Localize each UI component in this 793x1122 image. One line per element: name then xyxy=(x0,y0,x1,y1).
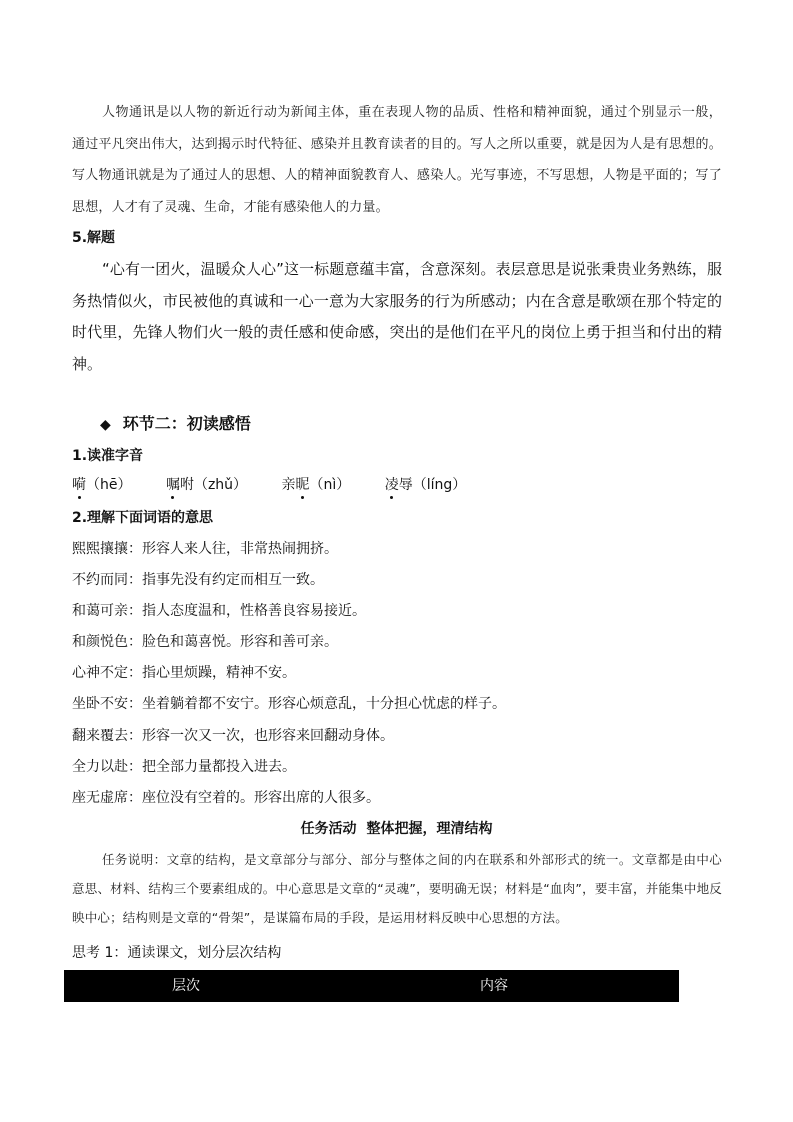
part2-heading-text: 环节二：初读感悟 xyxy=(122,414,251,433)
pronunciation-item: 亲昵（nì） xyxy=(281,477,351,493)
part2-heading xyxy=(100,413,750,436)
pronunciation-item: 嗬（hē） xyxy=(72,477,132,493)
vocabulary-item: 坐卧不安：坐着躺着都不安宁。形容心烦意乱，十分担心忧虑的样子。 xyxy=(72,696,506,712)
vocabulary-item: 翻来覆去：形容一次又一次，也形容来回翻动身体。 xyxy=(72,728,394,744)
vocabulary-item: 熙熙攘攘：形容人来人往，非常热闹拥挤。 xyxy=(72,541,338,557)
pronunciation-heading: 1.读准字音 xyxy=(72,448,144,464)
section-5-heading: 5.解题 xyxy=(72,230,116,246)
section-5-paragraph: “心有一团火，温暖众人心”这一标题意蕴丰富，含意深刻。表层意思是说张秉贵业务熟练，服务热情似火，市民被他的真诚和一心一意为大家服务的行为所感动；内在含意是歌颂在那个特定的时代里，先锋人物们火一般的责任感和使命感，突出的是他们在平凡的岗位上勇于担当和付出的精神。 xyxy=(72,260,722,373)
pronunciation-item: 嘱咐（zhǔ） xyxy=(165,477,248,493)
vocabulary-item: 和蔼可亲：指人态度温和，性格善良容易接近。 xyxy=(72,603,366,619)
vocabulary-item: 心神不定：指心里烦躁，精神不安。 xyxy=(72,665,296,681)
pronunciation-list xyxy=(72,475,722,495)
table-header-level: 层次 xyxy=(172,978,200,994)
task-title: 任务活动 整体把握，理清结构 xyxy=(300,821,493,837)
pronunciation-item: 凌辱（líng） xyxy=(384,477,467,493)
task-explanation: 任务说明：文章的结构，是文章部分与部分、部分与整体之间的内在联系和外部形式的统一。文章都是由中心意思、材料、结构三个要素组成的。中心意思是文章的“灵魂”，要明确无误；材料是“血肉”，要丰富，并能集中地反映中心；结构则是文章的“骨架”，是谋篇布局的手段，是运用材料反映中心思想的方法。 xyxy=(72,852,722,925)
structure-table-header xyxy=(64,970,679,1002)
diamond-bullet-icon: ◆ xyxy=(100,417,111,433)
table-header-content: 内容 xyxy=(480,978,508,994)
vocabulary-item: 座无虚席：座位没有空着的。形容出席的人很多。 xyxy=(72,790,380,806)
vocabulary-item: 全力以赴：把全部力量都投入进去。 xyxy=(72,759,296,775)
think-1-prompt: 思考 1：通读课文，划分层次结构 xyxy=(72,945,282,961)
vocabulary-item: 不约而同：指事先没有约定而相互一致。 xyxy=(72,572,324,588)
vocabulary-heading: 2.理解下面词语的意思 xyxy=(72,510,214,526)
intro-paragraph: 人物通讯是以人物的新近行动为新闻主体，重在表现人物的品质、性格和精神面貌，通过个别显示一般，通过平凡突出伟大，达到揭示时代特征、感染并且教育读者的目的。写人之所以重要，就是因为人是有思想的。写人物通讯就是为了通过人的思想、人的精神面貌教育人、感染人。光写事迹，不写思想，人物是平面的；写了思想，人才有了灵魂、生命，才能有感染他人的力量。 xyxy=(72,105,722,215)
vocabulary-item: 和颜悦色：脸色和蔼喜悦。形容和善可亲。 xyxy=(72,634,338,650)
